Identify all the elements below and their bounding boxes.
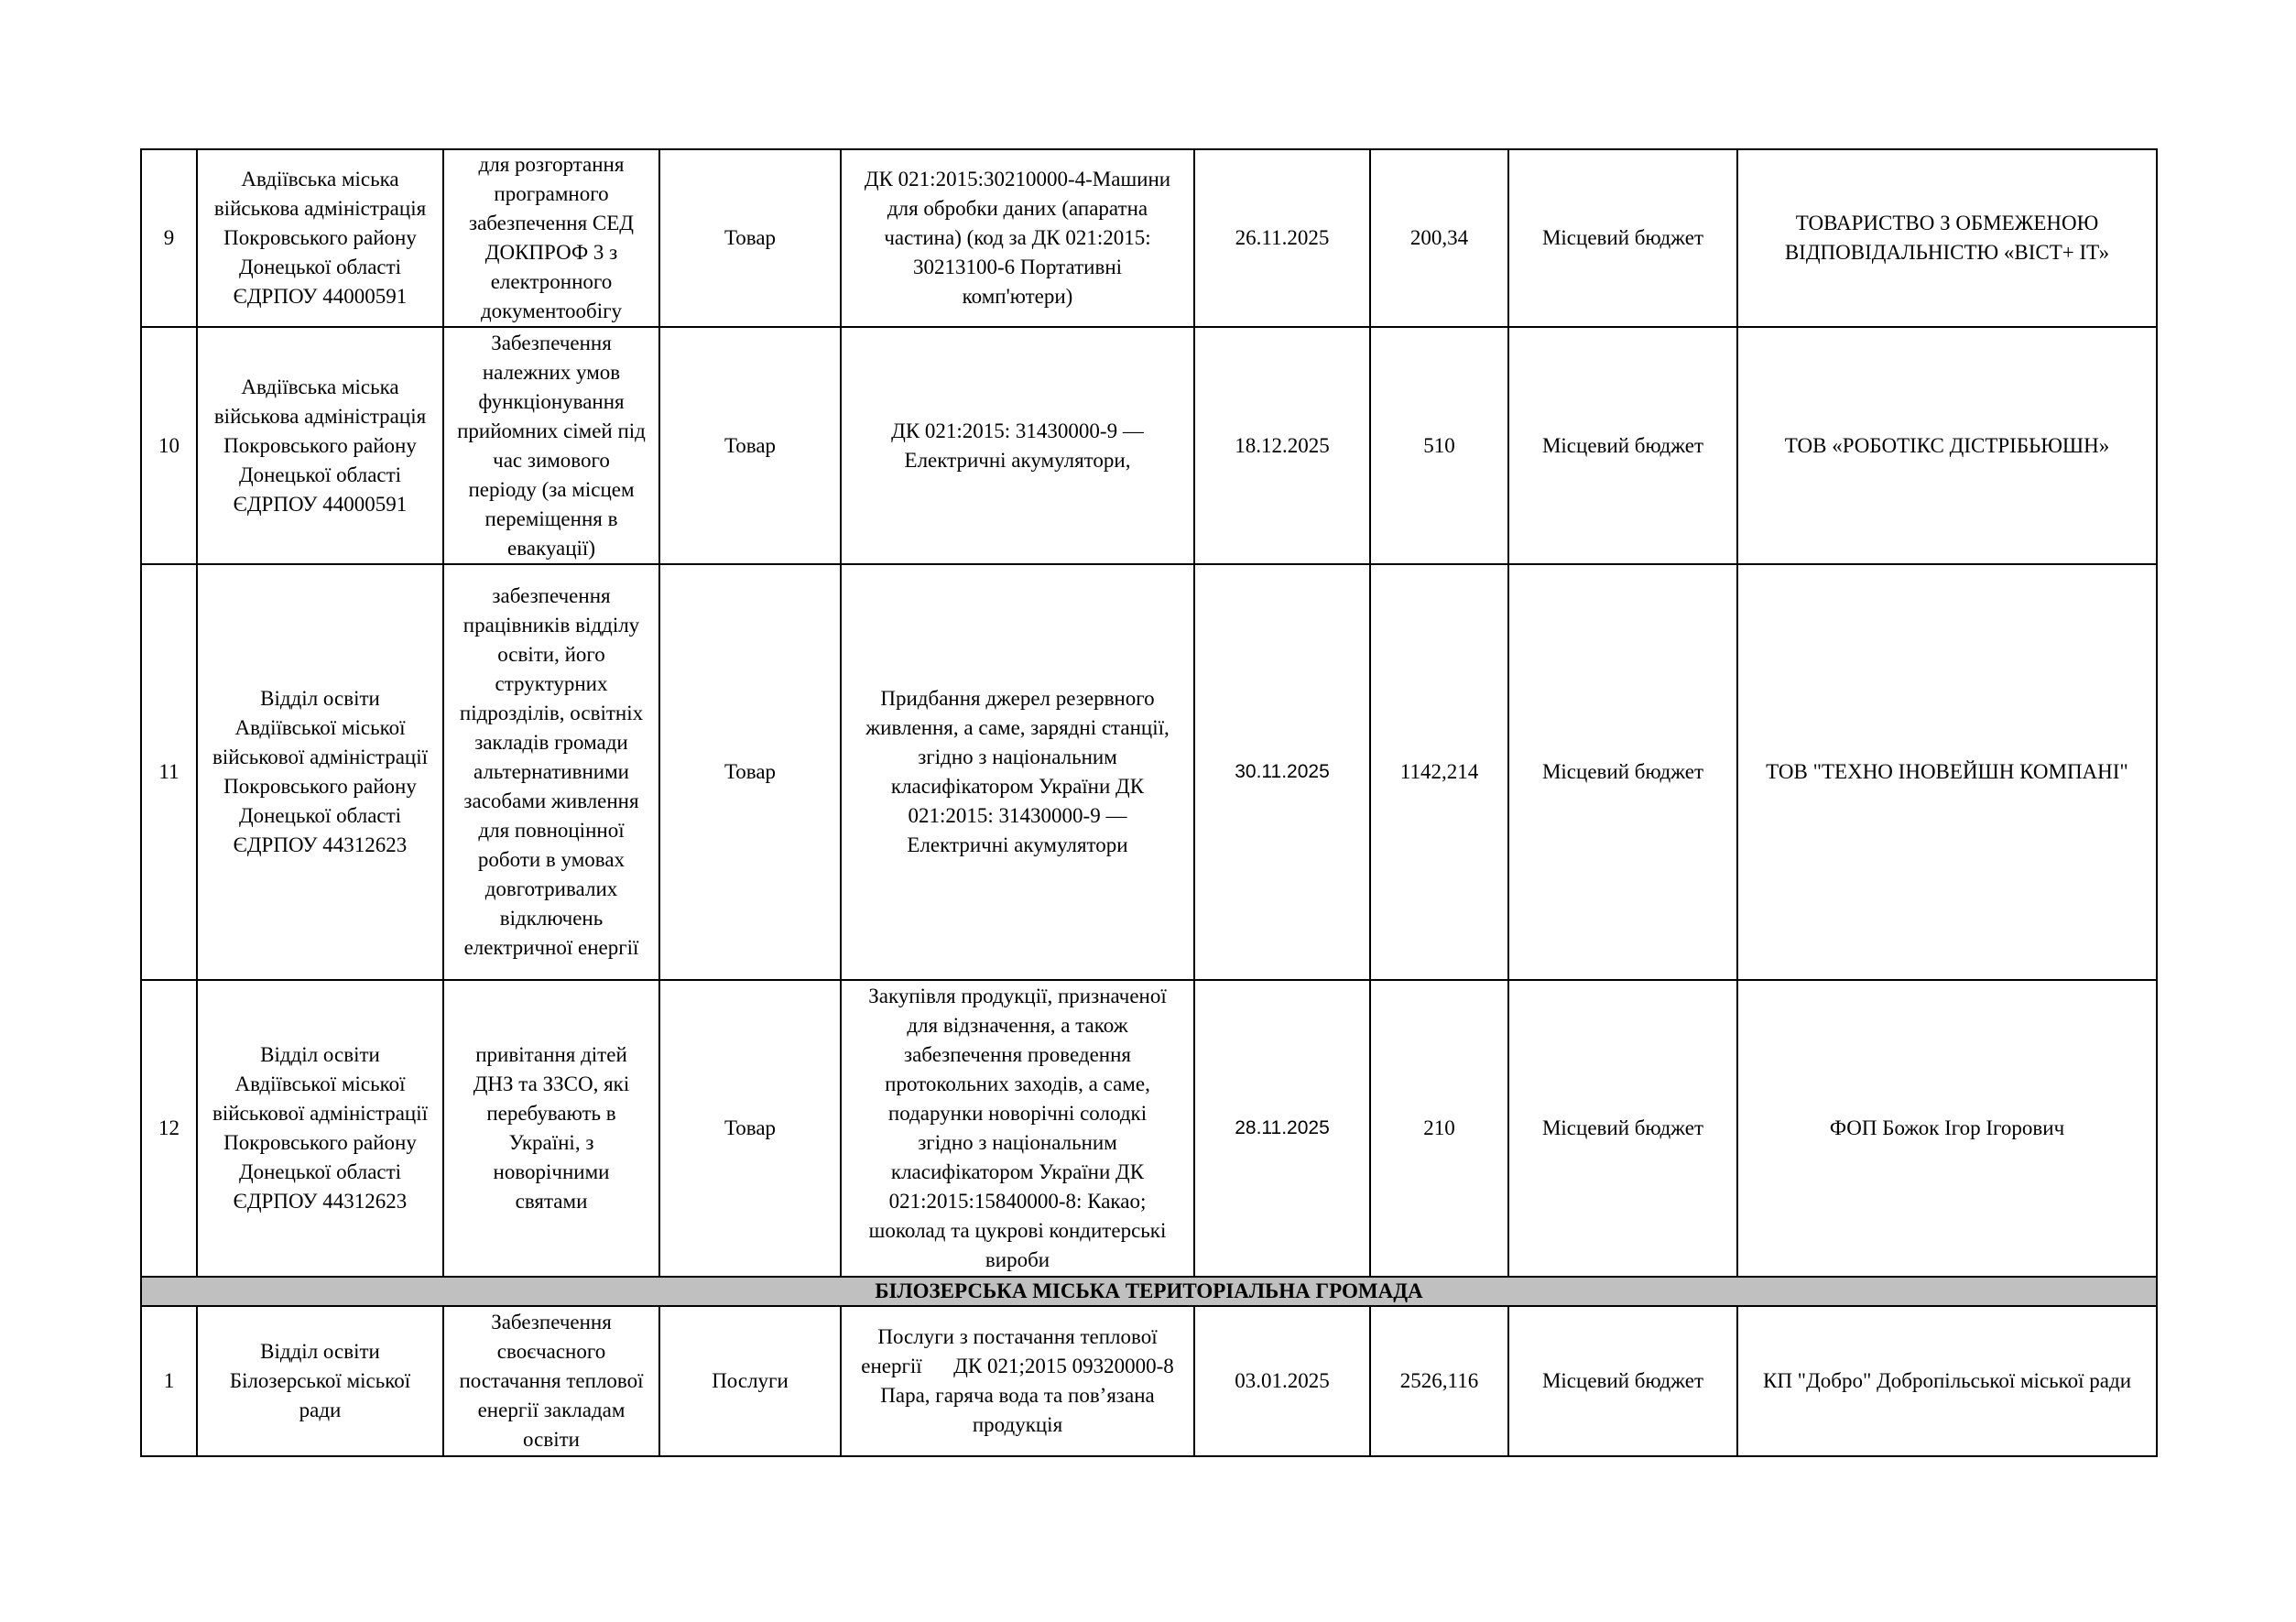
row-number: 12: [141, 980, 197, 1277]
customer-cell: Відділ освіти Білозерської міської ради: [197, 1306, 443, 1456]
table-row: [141, 980, 2157, 1277]
type-cell: Товар: [659, 327, 841, 564]
amount-cell: 1142,214: [1370, 564, 1508, 980]
supplier-cell: ТОВАРИСТВО З ОБМЕЖЕНОЮ ВІДПОВІДАЛЬНІСТЮ «ВІСТ+ ІТ»: [1737, 149, 2157, 327]
row-number: 10: [141, 327, 197, 564]
amount-cell: 2526,116: [1370, 1306, 1508, 1456]
section-header-row: [141, 1277, 2157, 1306]
supplier-cell: ФОП Божок Ігор Ігорович: [1737, 980, 2157, 1277]
budget-cell: Місцевий бюджет: [1508, 564, 1737, 980]
date-cell: 03.01.2025: [1194, 1306, 1370, 1456]
table-row: [141, 1306, 2157, 1456]
date-cell: 18.12.2025: [1194, 327, 1370, 564]
customer-cell: Авдіївська міська військова адміністрація Покровського району Донецької області ЄДРПОУ 44000591: [197, 327, 443, 564]
subject-cell: ДК 021:2015:30210000-4-Машини для обробки даних (апаратна частина) (код за ДК 021:2015: 30213100-6 Портативні комп'ютери): [841, 149, 1194, 327]
supplier-cell: ТОВ "ТЕХНО ІНОВЕЙШН КОМПАНІ": [1737, 564, 2157, 980]
supplier-cell: ТОВ «РОБОТІКС ДІСТРІБЬЮШН»: [1737, 327, 2157, 564]
amount-cell: 510: [1370, 327, 1508, 564]
subject-cell: Закупівля продукції, призначеної для відзначення, а також забезпечення проведення протокольних заходів, а саме, подарунки новорічні солодкі згідно з національним класифікатором України ДК 021:2015:15840000-8: Какао; шоколад та цукрові кондитерські вироби: [841, 980, 1194, 1277]
type-cell: Послуги: [659, 1306, 841, 1456]
budget-cell: Місцевий бюджет: [1508, 149, 1737, 327]
table-row: [141, 564, 2157, 980]
purpose-cell: Забезпечення належних умов функціонування прийомних сімей під час зимового періоду (за місцем переміщення в евакуації): [443, 327, 659, 564]
purpose-cell: забезпечення працівників відділу освіти, його структурних підрозділів, освітніх закладів громади альтернативними засобами живлення для повноцінної роботи в умовах довготривалих відключень електричної енергії: [443, 564, 659, 980]
procurement-table: [140, 148, 2158, 1457]
customer-cell: Відділ освіти Авдіївської міської військової адміністрації Покровського району Донецької області ЄДРПОУ 44312623: [197, 564, 443, 980]
amount-cell: 210: [1370, 980, 1508, 1277]
amount-cell: 200,34: [1370, 149, 1508, 327]
row-number: 1: [141, 1306, 197, 1456]
budget-cell: Місцевий бюджет: [1508, 980, 1737, 1277]
budget-cell: Місцевий бюджет: [1508, 327, 1737, 564]
date-cell: 30.11.2025: [1194, 564, 1370, 980]
row-number: 9: [141, 149, 197, 327]
customer-cell: Авдіївська міська військова адміністрація Покровського району Донецької області ЄДРПОУ 44000591: [197, 149, 443, 327]
table-row: [141, 149, 2157, 327]
purpose-cell: привітання дітей ДНЗ та ЗЗСО, які перебувають в Україні, з новорічними святами: [443, 980, 659, 1277]
date-cell: 26.11.2025: [1194, 149, 1370, 327]
subject-cell: Придбання джерел резервного живлення, а саме, зарядні станції, згідно з національним класифікатором України ДК 021:2015: 31430000-9 — Електричні акумулятори: [841, 564, 1194, 980]
date-cell: 28.11.2025: [1194, 980, 1370, 1277]
subject-cell: ДК 021:2015: 31430000-9 — Електричні акумулятори,: [841, 327, 1194, 564]
purpose-cell: для розгортання програмного забезпечення СЕД ДОКПРОФ 3 з електронного документообігу: [443, 149, 659, 327]
type-cell: Товар: [659, 149, 841, 327]
section-title: БІЛОЗЕРСЬКА МІСЬКА ТЕРИТОРІАЛЬНА ГРОМАДА: [141, 1277, 2157, 1306]
type-cell: Товар: [659, 980, 841, 1277]
table-row: [141, 327, 2157, 564]
subject-cell: Послуги з постачання теплової енергії ДК 021;2015 09320000-8 Пара, гаряча вода та пов’язана продукція: [841, 1306, 1194, 1456]
row-number: 11: [141, 564, 197, 980]
customer-cell: Відділ освіти Авдіївської міської військової адміністрації Покровського району Донецької області ЄДРПОУ 44312623: [197, 980, 443, 1277]
supplier-cell: КП "Добро" Добропільської міської ради: [1737, 1306, 2157, 1456]
budget-cell: Місцевий бюджет: [1508, 1306, 1737, 1456]
type-cell: Товар: [659, 564, 841, 980]
purpose-cell: Забезпечення своєчасного постачання теплової енергії закладам освіти: [443, 1306, 659, 1456]
